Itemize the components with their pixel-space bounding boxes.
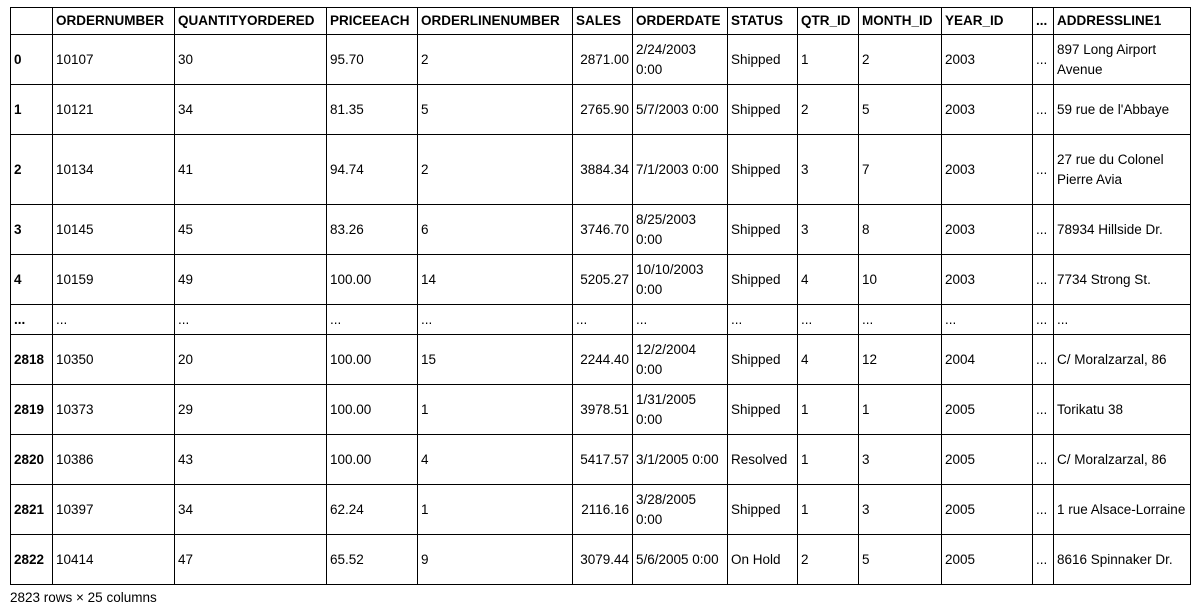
table-cell: On Hold — [728, 535, 798, 585]
table-cell: 30 — [175, 35, 327, 85]
table-row — [11, 435, 1191, 485]
table-cell: 12/2/2004 0:00 — [633, 335, 728, 385]
table-cell: 2004 — [942, 335, 1033, 385]
table-cell: ... — [327, 305, 418, 335]
table-cell: 5 — [859, 535, 942, 585]
table-cell: 8/25/2003 0:00 — [633, 205, 728, 255]
table-cell: 10414 — [53, 535, 175, 585]
column-header: ORDERLINENUMBER — [418, 8, 573, 35]
column-header: YEAR_ID — [942, 8, 1033, 35]
table-cell: 5 — [859, 85, 942, 135]
table-cell: 2244.40 — [573, 335, 633, 385]
table-cell: 3884.34 — [573, 135, 633, 205]
dataframe-shape: 2823 rows × 25 columns — [10, 590, 157, 605]
table-row — [11, 255, 1191, 305]
table-cell: 100.00 — [327, 385, 418, 435]
table-cell: 100.00 — [327, 255, 418, 305]
header-row — [11, 8, 1191, 35]
table-cell: ... — [1033, 385, 1054, 435]
table-row — [11, 205, 1191, 255]
table-cell: 2765.90 — [573, 85, 633, 135]
table-cell: 3/1/2005 0:00 — [633, 435, 728, 485]
table-cell: Shipped — [728, 135, 798, 205]
table-cell: 7/1/2003 0:00 — [633, 135, 728, 205]
table-row — [11, 535, 1191, 585]
table-cell: 2005 — [942, 535, 1033, 585]
table-cell: 10386 — [53, 435, 175, 485]
table-cell: 1 — [798, 485, 859, 535]
column-header: MONTH_ID — [859, 8, 942, 35]
table-cell: 4 — [418, 435, 573, 485]
table-cell: 100.00 — [327, 435, 418, 485]
ellipsis-row — [11, 305, 1191, 335]
table-cell: 10373 — [53, 385, 175, 435]
table-cell: 2 — [798, 535, 859, 585]
table-cell: 2003 — [942, 85, 1033, 135]
table-cell: ... — [1033, 205, 1054, 255]
table-cell: 7 — [859, 135, 942, 205]
table-cell: 1 — [418, 385, 573, 435]
table-cell: Shipped — [728, 85, 798, 135]
column-header: ORDERNUMBER — [53, 8, 175, 35]
table-cell: 10134 — [53, 135, 175, 205]
table-cell: 2116.16 — [573, 485, 633, 535]
column-header: QTR_ID — [798, 8, 859, 35]
table-row — [11, 35, 1191, 85]
table-cell: 10145 — [53, 205, 175, 255]
table-cell: Shipped — [728, 335, 798, 385]
table-cell: 100.00 — [327, 335, 418, 385]
table-cell: ... — [1033, 485, 1054, 535]
table-row — [11, 135, 1191, 205]
row-index: 2821 — [11, 485, 53, 535]
row-index: 2 — [11, 135, 53, 205]
table-cell: ... — [1054, 305, 1191, 335]
row-index: 0 — [11, 35, 53, 85]
table-cell: 45 — [175, 205, 327, 255]
table-cell: 10/10/2003 0:00 — [633, 255, 728, 305]
row-index: 2820 — [11, 435, 53, 485]
table-cell: ... — [728, 305, 798, 335]
column-header: SALES — [573, 8, 633, 35]
row-index: 4 — [11, 255, 53, 305]
table-cell: 34 — [175, 85, 327, 135]
table-row — [11, 485, 1191, 535]
table-cell: C/ Moralzarzal, 86 — [1054, 335, 1191, 385]
column-header: STATUS — [728, 8, 798, 35]
table-cell: 2871.00 — [573, 35, 633, 85]
table-row — [11, 385, 1191, 435]
table-cell: ... — [942, 305, 1033, 335]
table-cell: ... — [1033, 535, 1054, 585]
row-index: 2819 — [11, 385, 53, 435]
table-cell: 2003 — [942, 205, 1033, 255]
table-cell: 1 rue Alsace-Lorraine — [1054, 485, 1191, 535]
table-cell: ... — [1033, 35, 1054, 85]
table-cell: 15 — [418, 335, 573, 385]
table-cell: 3 — [859, 485, 942, 535]
table-cell: 83.26 — [327, 205, 418, 255]
table-cell: 1/31/2005 0:00 — [633, 385, 728, 435]
row-index: 2822 — [11, 535, 53, 585]
table-cell: Torikatu 38 — [1054, 385, 1191, 435]
table-cell: 10397 — [53, 485, 175, 535]
table-cell: ... — [859, 305, 942, 335]
table-cell: 62.24 — [327, 485, 418, 535]
table-cell: 20 — [175, 335, 327, 385]
table-cell: 4 — [798, 335, 859, 385]
table-cell: 10121 — [53, 85, 175, 135]
table-cell: 6 — [418, 205, 573, 255]
table-cell: ... — [1033, 255, 1054, 305]
table-cell: 12 — [859, 335, 942, 385]
dataframe-table — [10, 7, 1191, 585]
table-cell: 3 — [859, 435, 942, 485]
table-cell: 2 — [418, 35, 573, 85]
table-cell: ... — [1033, 85, 1054, 135]
table-cell: 3079.44 — [573, 535, 633, 585]
table-cell: 94.74 — [327, 135, 418, 205]
table-cell: 49 — [175, 255, 327, 305]
table-cell: 3746.70 — [573, 205, 633, 255]
dataframe-container — [10, 7, 1186, 585]
column-header: ADDRESSLINE1 — [1054, 8, 1191, 35]
table-cell: 7734 Strong St. — [1054, 255, 1191, 305]
column-header: PRICEEACH — [327, 8, 418, 35]
table-cell: 8616 Spinnaker Dr. — [1054, 535, 1191, 585]
table-cell: 2/24/2003 0:00 — [633, 35, 728, 85]
table-cell: Shipped — [728, 205, 798, 255]
table-cell: 5/7/2003 0:00 — [633, 85, 728, 135]
column-header: QUANTITYORDERED — [175, 8, 327, 35]
table-cell: 5205.27 — [573, 255, 633, 305]
table-cell: 34 — [175, 485, 327, 535]
table-cell: ... — [633, 305, 728, 335]
table-cell: 14 — [418, 255, 573, 305]
table-cell: 2 — [859, 35, 942, 85]
table-cell: 1 — [798, 35, 859, 85]
table-cell: 8 — [859, 205, 942, 255]
table-cell: 3 — [798, 205, 859, 255]
table-cell: Shipped — [728, 385, 798, 435]
table-cell: 2003 — [942, 255, 1033, 305]
table-cell: 65.52 — [327, 535, 418, 585]
table-cell: 47 — [175, 535, 327, 585]
index-header — [11, 8, 53, 35]
row-index: 1 — [11, 85, 53, 135]
table-cell: 3/28/2005 0:00 — [633, 485, 728, 535]
column-header-ellipsis: ... — [1033, 8, 1054, 35]
row-index: 2818 — [11, 335, 53, 385]
table-cell: ... — [1033, 435, 1054, 485]
table-cell: ... — [175, 305, 327, 335]
table-cell: ... — [53, 305, 175, 335]
table-cell: 81.35 — [327, 85, 418, 135]
table-cell: 27 rue du Colonel Pierre Avia — [1054, 135, 1191, 205]
table-cell: 4 — [798, 255, 859, 305]
table-cell: 1 — [798, 385, 859, 435]
table-cell: 1 — [859, 385, 942, 435]
table-cell: Resolved — [728, 435, 798, 485]
table-cell: 41 — [175, 135, 327, 205]
table-cell: 5417.57 — [573, 435, 633, 485]
table-cell: 2003 — [942, 35, 1033, 85]
table-cell: 5 — [418, 85, 573, 135]
table-cell: C/ Moralzarzal, 86 — [1054, 435, 1191, 485]
table-cell: 59 rue de l'Abbaye — [1054, 85, 1191, 135]
table-cell: 95.70 — [327, 35, 418, 85]
row-index: ... — [11, 305, 53, 335]
table-cell: 1 — [798, 435, 859, 485]
table-cell: 29 — [175, 385, 327, 435]
table-cell: Shipped — [728, 255, 798, 305]
table-cell: 43 — [175, 435, 327, 485]
column-header: ORDERDATE — [633, 8, 728, 35]
table-cell: 10 — [859, 255, 942, 305]
table-cell: 2 — [798, 85, 859, 135]
table-cell: 5/6/2005 0:00 — [633, 535, 728, 585]
table-cell: 3 — [798, 135, 859, 205]
table-cell: 9 — [418, 535, 573, 585]
table-cell: 10107 — [53, 35, 175, 85]
table-cell: Shipped — [728, 35, 798, 85]
table-cell: 897 Long Airport Avenue — [1054, 35, 1191, 85]
table-cell: 78934 Hillside Dr. — [1054, 205, 1191, 255]
table-cell: ... — [798, 305, 859, 335]
table-cell: 2005 — [942, 435, 1033, 485]
table-cell: ... — [573, 305, 633, 335]
table-cell: 2 — [418, 135, 573, 205]
table-cell: ... — [418, 305, 573, 335]
table-cell: 10350 — [53, 335, 175, 385]
table-cell: 2005 — [942, 385, 1033, 435]
table-cell: 2005 — [942, 485, 1033, 535]
table-cell: 3978.51 — [573, 385, 633, 435]
table-row — [11, 85, 1191, 135]
table-cell: ... — [1033, 305, 1054, 335]
table-row — [11, 335, 1191, 385]
table-cell: 10159 — [53, 255, 175, 305]
table-cell: Shipped — [728, 485, 798, 535]
table-cell: ... — [1033, 135, 1054, 205]
table-cell: 1 — [418, 485, 573, 535]
table-cell: 2003 — [942, 135, 1033, 205]
row-index: 3 — [11, 205, 53, 255]
table-cell: ... — [1033, 335, 1054, 385]
